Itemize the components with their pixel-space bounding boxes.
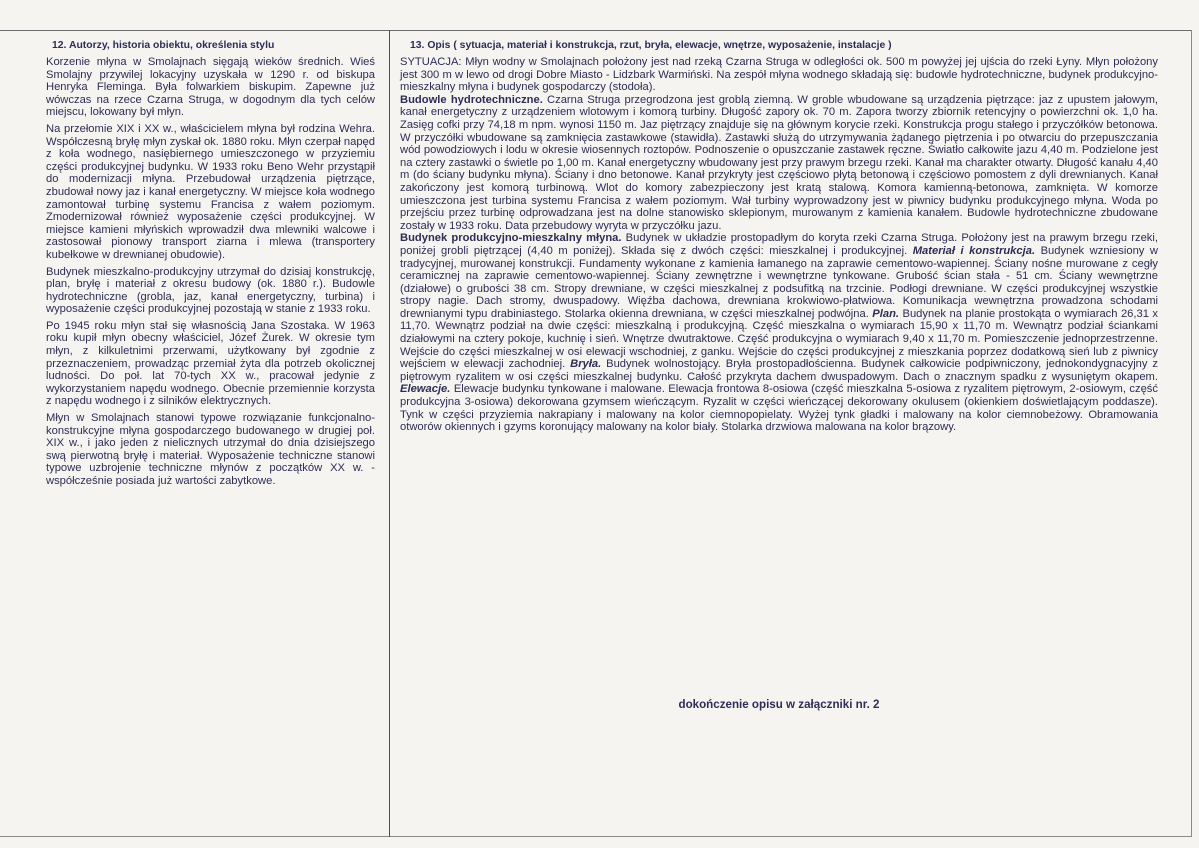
bryla-lead: Bryła. — [570, 358, 602, 371]
material-text: Budynek wzniesiony w tradycyjnej, murowanej konstrukcji. Fundamenty wykonane z kamienia łamanego na zaprawie cementowo-wapiennej. Ściany nośne murowane z cegły ceramicznej na zaprawie cementowo-wapiennej. Ściany zewnętrzne i wewnętrzne tynkowane. Grubość ścian stała - 51 cm. Ściany wewnętrzne (działowe) o grubości 38 cm. Stropy drewniane, w części mieszkalnej z podsufitką na trzcinie. Podłogi drewniane. W części produkcyjnej wszystkie stropy nagie. Dach stromy, dwuspadowy. Więźba dachowa, drewniana krokwiowo-płatwiowa. Komunikacja wewnętrzna prowadzona schodami drewnianymi typu drabiniastego. Stolarka okienna drewniana, w części mieszkalnej podwójna. — [400, 244, 1158, 320]
elewacje-lead: Elewacje. — [400, 383, 451, 396]
history-paragraph-1: Korzenie młyna w Smolajnach sięgają wieków średnich. Wieś Smolajny przywilej lokacyjny uzyskała w 1290 r. od biskupa Henryka Fleminga. Była folwarkiem biskupim. Zapewne już wówczas na rzece Czarna Struga, w dogodnym dla tych celów miejscu, lokowany był młyn. — [46, 56, 375, 119]
elewacje-text: Elewacje budynku tynkowane i malowane. Elewacja frontowa 8-osiowa (część mieszkalna 5-osiowa z ryzalitem piętrowym, 2-osiowym, część produkcyjna 3-osiowa) dekorowana gzymsem wieńczącym. Ryzalit w części wieńczącej dekorowany okulusem (okienkiem doświetlającym poddasze). Tynk w części przyziemia nakrapiany i malowany na kolor ciemnopopielaty. Wyżej tynk gładki i malowany na kolor ciemnobeżowy. Obramowania otworów okiennych i gzyms koronujący malowany na kolor biały. Stolarka drzwiowa malowana na kolor brązowy. — [400, 383, 1158, 434]
history-paragraph-5: Młyn w Smolajnach stanowi typowe rozwiązanie funkcjonalno-konstrukcyjne młyna gospodarczego budowanego w drugiej poł. XIX w., i jako jeden z nielicznych utrzymał do dnia dzisiejszego swą pierwotną bryłę i materiał. Wyposażenie techniczne stanowi typowe uzbrojenie techniczne młynów z początków XX w. - współcześnie posiada już wartości zabytkowe. — [46, 412, 375, 487]
sytuacja-text: Młyn wodny w Smolajnach położony jest nad rzeką Czarna Struga w odległości ok. 500 m powyżej jej ujścia do rzeki Łyny. Młyn położony jest 300 m w lewo od drogi Dobre Miasto - Lidzbark Warmiński. Na zespół młyna wodnego składają się: budowle hydrotechniczne, budynek produkcyjno-mieszkalny młyna i budynek gospodarczy (stodoła). — [400, 56, 1158, 94]
left-column — [46, 40, 375, 492]
budowle-paragraph — [400, 94, 1158, 233]
frame-bottom-line — [0, 836, 1192, 837]
budowle-text: Czarna Struga przegrodzona jest groblą ziemną. W groble wbudowane są urządzenia piętrzące: jaz z upustem jałowym, kanał energetyczny z urządzeniem wlotowym i komorą turbiny. Długość zapory ok. 70 m. Zapora tworzy zbiornik retencyjny o powierzchni ok. 1,0 ha. Zasięg cofki przy 74,18 m npm. wynosi 1150 m. Jaz piętrzący znajduje się na głównym korycie rzeki. Konstrukcja progu stałego i przyczółków betonowa. W przyczółki wbudowane są zamknięcia zastawkowe (stawidła). Zastawki służą do utrzymywania żądanego piętrzenia i po otwarciu do przepuszczania wód powodziowych i lodu w okresie wiosennych roztopów. Podnoszenie o opuszczanie zastawek ręczne. Światło całkowite jazu 4,40 m. Podzielone jest na cztery zastawki o świetle po 1,00 m. Kanał energetyczny wbudowany jest przy prawym brzegu rzeki. Kanał ma charakter otwarty. Długość kanału 4,40 m (do ściany budynku młyna). Ściany i dno betonowe. Kanał przykryty jest częściowo płytą betonową i częściowo pomostem z dyli drewnianych. Kanał zakończony jest komorą turbinową. Wlot do komory zabezpieczony jest kratą stalową. Komora kamienną-betonowa, zamknięta. W komorze umieszczona jest turbina systemu Francisa z wałem poziomym. Wał turbiny wyprowadzony jest w piwnicy budynku produkcyjnego młyna. Woda po przejściu przez turbinę odprowadzana jest na dolne stanowisko sklepionym, murowanym z kamienia kanałem. Budowle hydrotechniczne zbudowane zostały w 1933 roku. Data przebudowy wyryta w przyczółku jazu. — [400, 93, 1158, 232]
sytuacja-lead: SYTUACJA: — [400, 56, 462, 68]
plan-lead: Plan. — [872, 307, 900, 320]
right-column — [400, 40, 1158, 434]
plan-text: Budynek na planie prostokąta o wymiarach 26,31 x 11,70. Wewnątrz podział na dwie części: mieszkalną i produkcyjną. Część mieszkalna o wymiarach 15,90 x 11,70 m. Wewnątrz podział ściankami działowymi na cztery pokoje, kuchnię i sień. Wnętrze dwutraktowe. Część produkcyjna o wymiarach 9,40 x 11,70 m. Pomieszczenie jednoprzestrzenne. Wejście do części mieszkalnej w osi elewacji wschodniej, z ganku. Wejście do części produkcyjnej z mieszkania poprzez dodatkową sień lub z piwnicy wejściem w elewacji zachodniej. — [400, 307, 1158, 371]
column-divider — [389, 30, 390, 837]
history-paragraph-4: Po 1945 roku młyn stał się własnością Jana Szostaka. W 1963 roku kupił młyn obecny właściciel, Józef Żurek. W okresie tym młyn, z kilkuletnimi przerwami, użytkowany był zgodnie z przeznaczeniem, prowadząc przemiał żyta dla potrzeb okolicznej ludności. Do poł. lat 70-tych XX w., pracował jedynie z wykorzystaniem napędu wodnego. Obecnie przemiennie korzysta z napędu wodnego i z silników elektrycznych. — [46, 319, 375, 408]
section-13-heading: 13. Opis ( sytuacja, materiał i konstrukcja, rzut, bryła, elewacje, wnętrze, wyposażenie, instalacje ) — [410, 40, 892, 51]
sytuacja-paragraph — [400, 56, 1158, 94]
history-paragraph-2: Na przełomie XIX i XX w., właścicielem młyna był rodzina Wehra. Współczesną bryłę młyn zyskał ok. 1880 roku. Młyn czerpał napęd z koła wodnego, nasiębiernego umieszczonego w przyziemiu części produkcyjnej budynku. W 1933 roku Beno Wehr przystąpił do modernizacji młyna. Przebudował urządzenia piętrzące, zbudował nowy jaz i kanał energetyczny. W miejsce koła wodnego zamontował turbinę systemu Francisa z wałem poziomym. Zmodernizował również wyposażenie części produkcyjnej. W miejsce kamieni młyńskich wprowadził dwa mlewniki walcowe i zastosował pionowy transport ziarna i mlewa (transportery kubełkowe w drewnianej obudowie). — [46, 122, 375, 261]
budynek-text: Budynek w układzie prostopadłym do koryta rzeki Czarna Struga. Położony jest na prawym brzegu rzeki, poniżej grobli piętrzącej (4,40 m poniżej). Składa się z dwóch części: mieszkalnej i produkcyjnej. — [400, 232, 1158, 257]
budowle-lead: Budowle hydrotechniczne. — [400, 93, 543, 106]
frame-top-line — [0, 30, 1192, 31]
history-paragraph-3: Budynek mieszkalno-produkcyjny utrzymał do dzisiaj konstrukcję, plan, bryłę i materiał z okresu budowy (ok. 1880 r.). Budowle hydrotechniczne (grobla, jaz, kanał energetyczny, turbina) i wyposażenie części produkcyjnej pozostają w stanie z 1933 roku. — [46, 265, 375, 316]
frame-right-line — [1191, 30, 1192, 837]
budynek-paragraph — [400, 232, 1158, 434]
section-12-heading: 12. Autorzy, historia obiektu, określenia stylu — [52, 40, 275, 51]
budynek-lead: Budynek produkcyjno-mieszkalny młyna. — [400, 232, 622, 245]
continuation-note: dokończenie opisu w załączniki nr. 2 — [678, 698, 880, 711]
bryla-text: Budynek wolnostojący. Bryła prostopadłościenna. Budynek całkowicie podpiwniczony, jednokondygnacyjny z piętrowym ryzalitem w osi części mieszkalnej budynku. Całość przykryta dachem dwuspadowym. Dach o znacznym spadku z wysuniętym okapem. — [400, 358, 1158, 383]
material-lead: Materiał i konstrukcja. — [912, 244, 1036, 257]
